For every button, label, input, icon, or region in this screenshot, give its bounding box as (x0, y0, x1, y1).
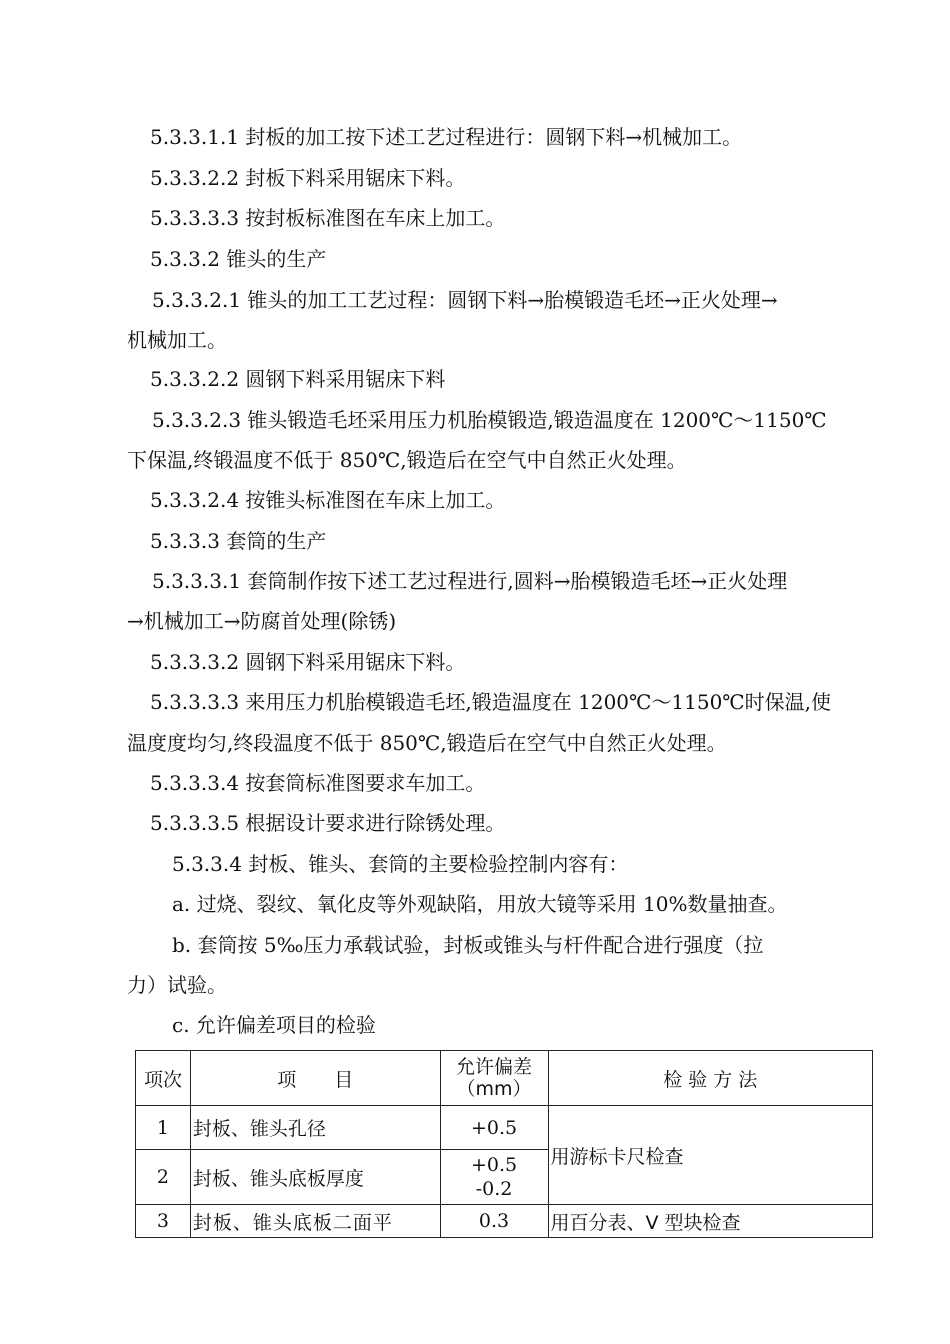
para-line: 5.3.3.4 封板、锥头、套筒的主要检验控制内容有： (172, 852, 629, 876)
row-tolerance-lower: -0.2 (475, 1178, 513, 1200)
para-line: →机械加工→防腐首处理(除锈) (127, 609, 397, 633)
para-line: 5.3.3.2.1 锥头的加工工艺过程：圆钢下料→胎模锻造毛坯→正火处理→ (152, 288, 778, 312)
header-tolerance-line1: 允许偏差 (456, 1056, 533, 1078)
para-line: 5.3.3.3.4 按套筒标准图要求车加工。 (150, 771, 486, 795)
para-line: 5.3.3.3.2 圆钢下料采用锯床下料。 (150, 650, 466, 674)
para-line: a. 过烧、裂纹、氧化皮等外观缺陷，用放大镜等采用 10%数量抽查。 (172, 892, 788, 916)
para-line: 温度度均匀,终段温度不低于 850℃,锻造后在空气中自然正火处理。 (127, 731, 727, 755)
para-line: 5.3.3.3.3 按封板标准图在车床上加工。 (150, 206, 506, 230)
header-method: 检 验 方 法 (548, 1051, 873, 1106)
para-line: c. 允许偏差项目的检验 (172, 1013, 376, 1037)
para-line: 5.3.3.3.5 根据设计要求进行除锈处理。 (150, 811, 506, 835)
para-line: 下保温,终锻温度不低于 850℃,锻造后在空气中自然正火处理。 (127, 448, 687, 472)
row-no: 3 (136, 1205, 191, 1238)
row-method: 用游标卡尺检查 (548, 1106, 873, 1205)
section-heading: 5.3.3.3 套筒的生产 (150, 529, 327, 553)
table-row (136, 1106, 873, 1150)
row-item: 封板、锥头底板厚度 (190, 1150, 440, 1205)
row-tolerance: 0.3 (440, 1205, 548, 1238)
para-line: 5.3.3.3.1 套筒制作按下述工艺过程进行,圆料→胎模锻造毛坯→正火处理 (152, 569, 788, 593)
para-line: b. 套筒按 5‰压力承载试验，封板或锥头与杆件配合进行强度（拉 (172, 933, 764, 957)
para-line: 力）试验。 (127, 973, 227, 997)
para-line: 5.3.3.2.2 封板下料采用锯床下料。 (150, 166, 466, 190)
row-item: 封板、锥头孔径 (190, 1106, 440, 1150)
table-header-row (136, 1051, 873, 1106)
header-item: 项 目 (190, 1051, 440, 1106)
header-no: 项次 (136, 1051, 191, 1106)
row-tolerance (440, 1150, 548, 1205)
row-tolerance: +0.5 (440, 1106, 548, 1150)
tolerance-table (135, 1050, 873, 1238)
para-line: 5.3.3.2.2 圆钢下料采用锯床下料 (150, 367, 446, 391)
header-tolerance (440, 1051, 548, 1106)
header-tolerance-line2: （mm） (456, 1078, 532, 1100)
row-no: 2 (136, 1150, 191, 1205)
row-method: 用百分表、V 型块检查 (548, 1205, 873, 1238)
row-item: 封板、锥头底板二面平 (190, 1205, 440, 1238)
para-line: 5.3.3.3.3 来用压力机胎模锻造毛坯,锻造温度在 1200℃～1150℃时保温,使 (150, 690, 832, 714)
para-line: 5.3.3.1.1 封板的加工按下述工艺过程进行：圆钢下料→机械加工。 (150, 125, 743, 149)
para-line: 机械加工。 (127, 328, 227, 352)
para-line: 5.3.3.2.3 锥头锻造毛坯采用压力机胎模锻造,锻造温度在 1200℃～1150℃ (152, 408, 827, 432)
row-tolerance-upper: +0.5 (470, 1154, 518, 1176)
section-heading: 5.3.3.2 锥头的生产 (150, 247, 327, 271)
para-line: 5.3.3.2.4 按锥头标准图在车床上加工。 (150, 488, 506, 512)
table-row (136, 1205, 873, 1238)
row-no: 1 (136, 1106, 191, 1150)
